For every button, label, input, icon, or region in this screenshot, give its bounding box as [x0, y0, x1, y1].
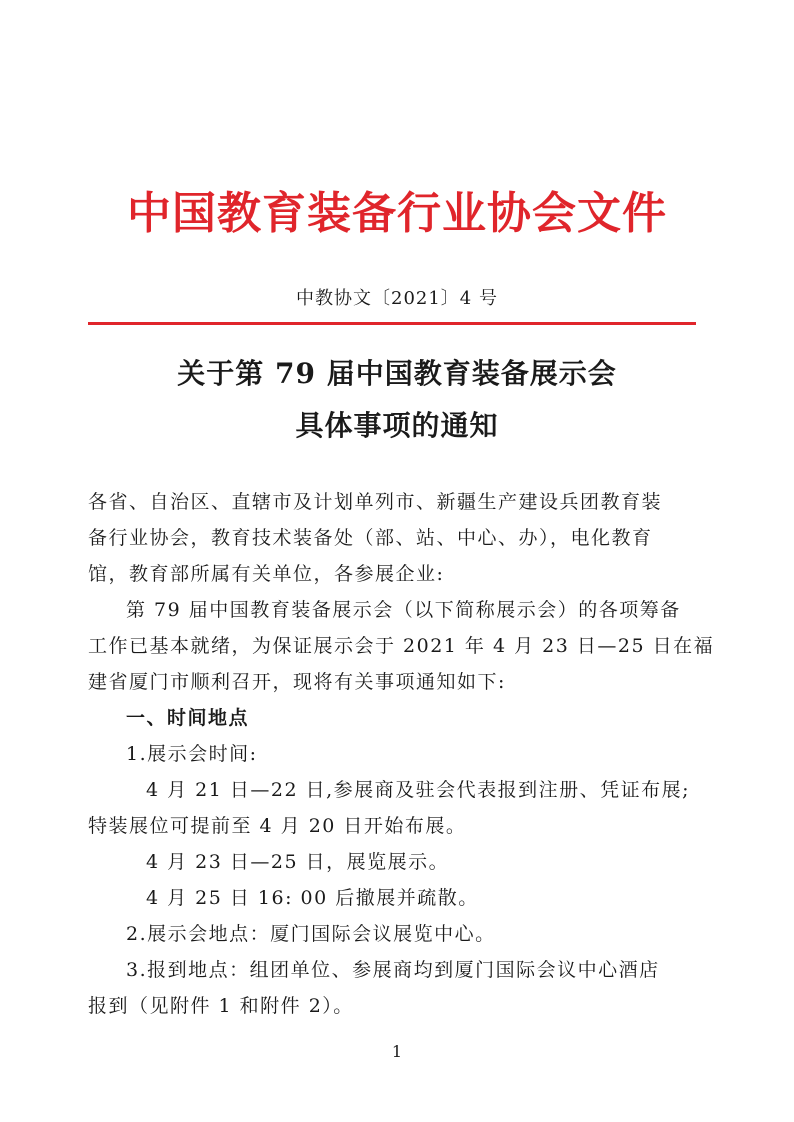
addressee-line: 馆，教育部所属有关单位，各参展企业: — [88, 563, 445, 585]
addressee-line: 备行业协会，教育技术装备处（部、站、中心、办），电化教育 — [88, 527, 653, 549]
section-heading: 一、时间地点 — [126, 707, 250, 729]
document-number: 中教协文〔2021〕4 号 — [296, 288, 498, 309]
item-1-detail: 4 月 25 日 16: 00 后撤展并疏散。 — [146, 887, 479, 909]
item-1-detail: 4 月 21 日—22 日,参展商及驻会代表报到注册、凭证布展; — [146, 779, 691, 801]
item-3: 3.报到地点：组团单位、参展商均到厦门国际会议中心酒店 — [126, 959, 660, 981]
item-1-detail: 4 月 23 日—25 日，展览展示。 — [146, 851, 450, 873]
intro-line: 第 79 届中国教育装备展示会（以下简称展示会）的各项筹备 — [126, 599, 681, 621]
org-header-title: 中国教育装备行业协会文件 — [127, 188, 667, 239]
item-2: 2.展示会地点：厦门国际会议展览中心。 — [126, 923, 496, 945]
item-1-detail: 特装展位可提前至 4 月 20 日开始布展。 — [88, 815, 467, 837]
intro-line: 工作已基本就绪，为保证展示会于 2021 年 4 月 23 日—25 日在福 — [88, 635, 715, 657]
notice-body — [88, 484, 715, 1024]
page-number: 1 — [391, 1042, 403, 1061]
item-1-label: 1.展示会时间: — [126, 743, 258, 765]
intro-line: 建省厦门市顺利召开，现将有关事项通知如下: — [88, 671, 506, 693]
notice-title-line1: 关于第 79 届中国教育装备展示会 — [177, 357, 617, 390]
header-divider — [88, 322, 696, 325]
notice-title-line2: 具体事项的通知 — [295, 409, 499, 442]
item-3: 报到（见附件 1 和附件 2）。 — [88, 995, 354, 1017]
addressee-line: 各省、自治区、直辖市及计划单列市、新疆生产建设兵团教育装 — [88, 491, 663, 513]
